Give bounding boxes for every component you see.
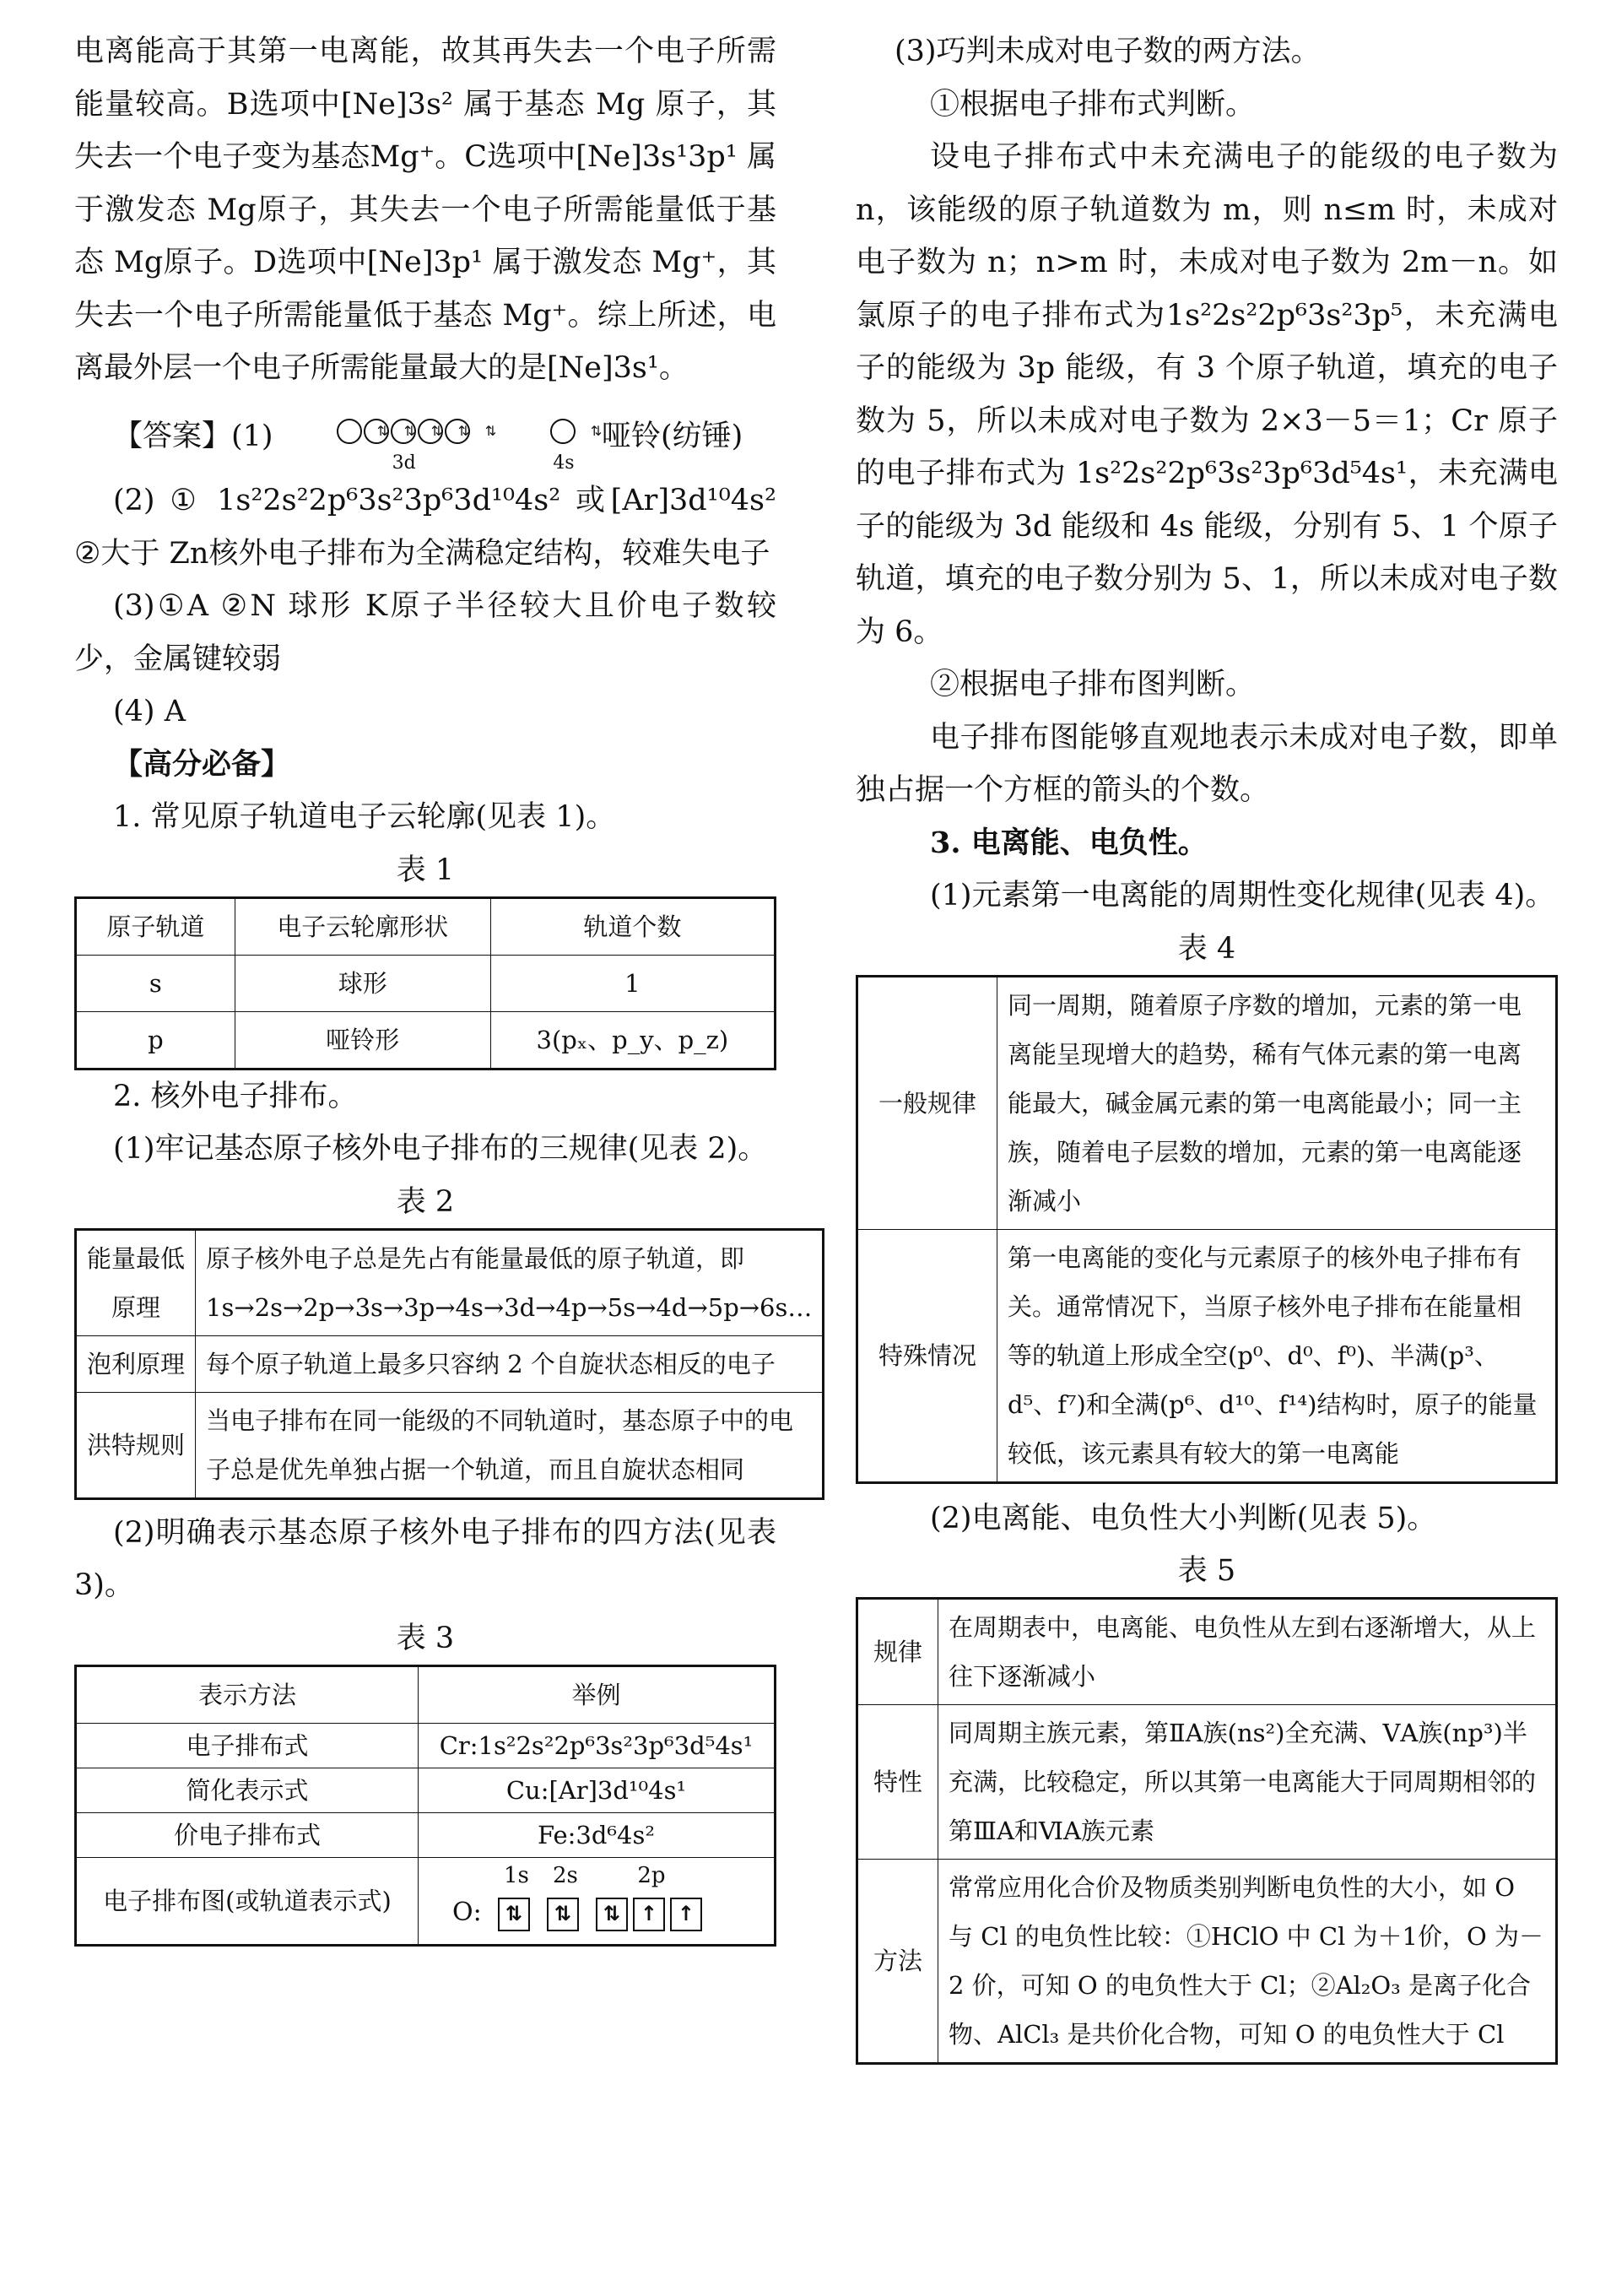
orbital-box: ⇅ [498, 1898, 530, 1931]
orbital-level [596, 1863, 707, 1937]
section-2-2-heading: (2)明确表示基态原子核外电子排布的四方法(见表 3)。 [74, 1515, 776, 1602]
section-2-3-heading: (3)巧判未成对电子数的两方法。 [895, 35, 1321, 68]
table-row [857, 1229, 1557, 1482]
orbital-level [498, 1863, 535, 1937]
table-cell: 特性 [857, 1705, 938, 1860]
table-cell: Fe:3d⁶4s² [419, 1812, 776, 1857]
orbital-4s-label: 4s [553, 452, 575, 474]
answer-head: 【答案】(1) [113, 419, 273, 453]
table-cell: 价电子排布式 [76, 1812, 419, 1857]
bibei-heading: 【高分必备】 [113, 746, 291, 782]
table-cell: Cr:1s²2s²2p⁶3s²3p⁶3d⁵4s¹ [419, 1723, 776, 1768]
table-5-caption: 表 5 [1177, 1554, 1236, 1588]
table-row [76, 897, 776, 955]
table-cell: 在周期表中，电离能、电负性从左到右逐渐增大，从上往下逐渐减小 [938, 1599, 1557, 1705]
table-cell: 原子核外电子总是先占有能量最低的原子轨道，即 1s→2s→2p→3s→3p→4s→3d→4p→5s→4d→5p→6s… [196, 1229, 824, 1335]
table-header: 原子轨道 [76, 897, 235, 955]
orbital-level-label: 1s [503, 1862, 529, 1888]
answer-2: (2) ① 1s²2s²2p⁶3s²3p⁶3d¹⁰4s² 或[Ar]3d¹⁰4s² ②大于 Zn核外电子排布为全满稳定结构，较难失电子 [74, 484, 776, 571]
table-cell: 球形 [235, 955, 490, 1011]
table-cell: 同一周期，随着原子序数的增加，元素的第一电离能呈现增大的趋势，稀有气体元素的第一电离能最大，碱金属元素的第一电离能最小；同一主族，随着电子层数的增加，元素的第一电离能逐渐减小 [997, 976, 1557, 1229]
orbital-level-label: 2s [552, 1862, 578, 1888]
table-row [76, 1665, 776, 1723]
table-4-caption: 表 4 [1177, 931, 1236, 966]
table-cell: 一般规律 [857, 976, 997, 1229]
method-1-heading: ①根据电子排布式判断。 [930, 87, 1256, 122]
orbital-3d [298, 400, 497, 475]
orbital-diagram-atom: O: [452, 1897, 482, 1927]
section-2-1-heading: (1)牢记基态原子核外电子排布的三规律(见表 2)。 [113, 1132, 768, 1166]
table-row [857, 1599, 1557, 1705]
method-1-text: 设电子排布式中未充满电子的能级的电子数为 n，该能级的原子轨道数为 m，则 n≤m 时，未成对电子数为 n；n>m 时，未成对电子数为 2m－n。如氯原子的电子排布式为1s²2s²2p⁶3s²3p⁵，未充满电子的能级为 3p 能级，有 3 个原子轨道，填充的电子数为 5，所以未成对电子数为 2×3－5＝1；Cr 原子的电子排布式为 1s²2s²2p⁶3s²3p⁶3d⁵4s¹，未充满电子的能级为 3d 能级和 4s 能级，分别有 5、1 个原子轨道，填充的电子数分别为 5、1，所以未成对电子数为 6。 [856, 140, 1558, 649]
table-4 [856, 975, 1558, 1484]
table-5 [856, 1597, 1558, 2065]
table-row [857, 1860, 1557, 2064]
table-row [857, 976, 1557, 1229]
table-3-caption: 表 3 [396, 1621, 455, 1655]
orbital-4s [511, 400, 603, 475]
table-row [76, 1812, 776, 1857]
answer-4: (4) A [113, 695, 186, 728]
table-header: 表示方法 [76, 1665, 419, 1723]
orbital-circle: ⇅ [550, 419, 576, 444]
table-row [857, 1705, 1557, 1860]
orbital-circle: ⇅ [364, 419, 389, 444]
orbital-box: ⇅ [596, 1898, 628, 1931]
orbital-circle: ⇅ [445, 419, 470, 444]
table-header: 轨道个数 [490, 897, 775, 955]
table-header: 电子云轮廓形状 [235, 897, 490, 955]
table-cell: p [76, 1011, 235, 1069]
orbital-box: ↑ [633, 1898, 665, 1931]
table-row [76, 1229, 824, 1335]
table-row [76, 1723, 776, 1768]
method-2-heading: ②根据电子排布图判断。 [930, 668, 1256, 701]
table-cell: 方法 [857, 1860, 938, 2064]
orbital-diagram [498, 1862, 719, 1925]
table-cell: 第一电离能的变化与元素原子的核外电子排布有关。通常情况下，当原子核外电子排布在能量相等的轨道上形成全空(p⁰、d⁰、f⁰)、半满(p³、d⁵、f⁷)和全满(p⁶、d¹⁰、f¹⁴)结构时，原子的能量较低，该元素具有较大的第一电离能 [997, 1229, 1557, 1482]
table-cell: Cu:[Ar]3d¹⁰4s¹ [419, 1768, 776, 1812]
table-2 [74, 1228, 824, 1500]
table-1 [74, 896, 776, 1070]
table-cell: s [76, 955, 235, 1011]
table-cell: 能量最低原理 [76, 1229, 196, 1335]
orbital-box: ⇅ [547, 1898, 579, 1931]
orbital-level [547, 1863, 584, 1937]
table-cell: 泡利原理 [76, 1335, 196, 1392]
table-cell: 电子排布式 [76, 1723, 419, 1768]
table-row [76, 1392, 824, 1498]
table-row [76, 1857, 776, 1945]
table-row [76, 1011, 776, 1069]
orbital-box: ↑ [670, 1898, 702, 1931]
table-row [76, 1768, 776, 1812]
table-cell: 简化表示式 [76, 1768, 419, 1812]
table-3 [74, 1665, 776, 1947]
table-cell: 当电子排布在同一能级的不同轨道时，基态原子中的电子总是优先单独占据一个轨道，而且自旋状态相同 [196, 1392, 824, 1498]
explanation-paragraph: 电离能高于其第一电离能，故其再失去一个电子所需能量较高。B选项中[Ne]3s² 属于基态 Mg 原子，其失去一个电子变为基态Mg⁺。C选项中[Ne]3s¹3p¹ 属于激发态 Mg原子，其失去一个电子所需能量低于基态 Mg原子。D选项中[Ne]3p¹ 属于激发态 Mg⁺，其失去一个电子所需能量低于基态 Mg⁺。综上所述，电离最外层一个电子所需能量最大的是[Ne]3s¹。 [74, 35, 776, 385]
answer-3: (3)①A ②N 球形 K原子半径较大且价电子数较少，金属键较弱 [74, 589, 776, 676]
table-1-caption: 表 1 [396, 853, 455, 887]
table-cell: 哑铃形 [235, 1011, 490, 1069]
section-1-heading: 1. 常见原子轨道电子云轮廓(见表 1)。 [113, 800, 616, 834]
table-cell: 电子排布图(或轨道表示式) [76, 1857, 419, 1945]
table-row [76, 955, 776, 1011]
orbital-3d-label: 3d [392, 452, 416, 474]
table-cell: 每个原子轨道上最多只容纳 2 个自旋状态相反的电子 [196, 1335, 824, 1392]
left-column [74, 25, 813, 1947]
right-column [856, 25, 1558, 2065]
answer-1-shape: 哑铃(纺锤) [602, 419, 743, 453]
answer-1 [74, 400, 776, 475]
method-2-text: 电子排布图能够直观地表示未成对电子数，即单独占据一个方框的箭头的个数。 [856, 720, 1558, 807]
orbital-circle: ⇅ [391, 419, 416, 444]
table-cell: 同周期主族元素，第ⅡA族(ns²)全充满、ⅤA族(np³)半充满，比较稳定，所以其第一电离能大于同周期相邻的第ⅢA和ⅥA族元素 [938, 1705, 1557, 1860]
orbital-circle: ⇅ [418, 419, 443, 444]
table-cell: 常常应用化合价及物质类别判断电负性的大小，如 O 与 Cl 的电负性比较：①HClO 中 Cl 为＋1价，O 为－2 价，可知 O 的电负性大于 Cl；②Al₂O₃ 是离子化合物、AlCl₃ 是共价化合物，可知 O 的电负性大于 Cl [938, 1860, 1557, 2064]
section-3-1-heading: (1)元素第一电离能的周期性变化规律(见表 4)。 [930, 879, 1555, 912]
table-cell: 规律 [857, 1599, 938, 1705]
table-cell: 1 [490, 955, 775, 1011]
table-cell: 洪特规则 [76, 1392, 196, 1498]
section-2-heading: 2. 核外电子排布。 [113, 1079, 358, 1113]
orbital-diagram-cell [419, 1857, 776, 1945]
orbital-level-label: 2p [637, 1862, 666, 1888]
orbital-circle: ⇅ [337, 419, 362, 444]
table-row [76, 1335, 824, 1392]
table-2-caption: 表 2 [396, 1184, 455, 1219]
section-3-2-heading: (2)电离能、电负性大小判断(见表 5)。 [930, 1501, 1437, 1535]
table-header: 举例 [419, 1665, 776, 1723]
table-cell: 3(pₓ、p_y、p_z) [490, 1011, 775, 1069]
section-3-heading: 3. 电离能、电负性。 [930, 825, 1208, 860]
table-cell: 特殊情况 [857, 1229, 997, 1482]
